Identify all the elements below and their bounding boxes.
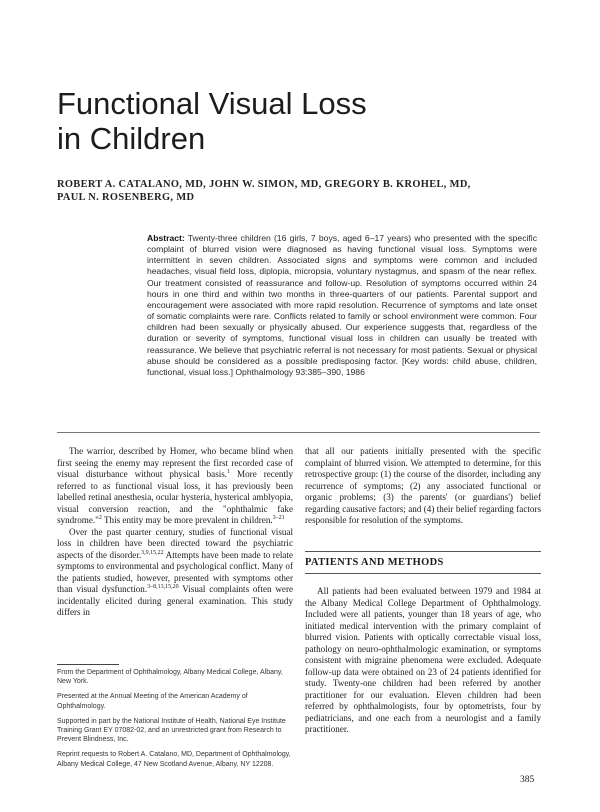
footnote-support: Supported in part by the National Institute of Health, National Eye Institute Training Grant EY 07082-02, and an unrestricted grant from Research to Prevent Blindness, Inc. — [57, 717, 286, 744]
abstract — [147, 233, 537, 378]
title-line-1: Functional Visual Loss — [57, 86, 367, 121]
citation: 3–21 — [272, 514, 285, 521]
citation: 3–8,13,15,20 — [147, 583, 179, 590]
intro-paragraph-1 — [57, 446, 293, 527]
intro-paragraph-continued: that all our patients initially presented with the specific complaint of blurred vision. We attempted to determine, for this retrospective group: (1) the course of the disorder, including any recurrence of symptoms; (2) any associated functional or organic problems; (3) the parents' (or guardians') belief regarding causative factors; and (4) their belief regarding factors responsible for resolution of the symptoms. — [305, 446, 541, 525]
citation: 2 — [98, 514, 102, 521]
intro-text: Visual complaints often were incidentally elicited during general examination. This study differs in — [57, 584, 294, 617]
title-line-2: in Children — [57, 121, 206, 156]
author-list — [57, 178, 547, 204]
page-number: 385 — [520, 775, 535, 785]
abstract-text: Twenty-three children (16 girls, 7 boys, aged 6–17 years) who presented with the specific complaint of blurred vision were diagnosed as having functional visual loss. Symptoms were intermittent in seven children. Associated signs and symptoms were common and included headaches, visual field loss, diplopia, micropsia, voluntary nystagmus, and spasm of the near reflex. Our treatment consisted of reassurance and follow-up. Resolution of symptoms occurred within 24 hours in one third and within two months in three-quarters of our patients. Parental support and encouragement were associated with more rapid resolution. Recurrence of symptoms and late onset of somatic complaints were rare. Conflicts related to family or school environment were common. Four children had been sexually or physically abused. Our experience suggests that, regardless of the duration or severity of symptoms, functional visual loss in children can usually be treated with reassurance. We believe that psychiatric referral is not necessary for most patients. Sexual or physical abuse should be considered as a possible predisposing factor. [Key words: child abuse, children, functional, visual loss.] Ophthalmology 93:385–390, 1986 — [147, 233, 537, 377]
intro-text: Over the past quarter century, studies of functional visual loss in children have been directed toward the psychiatric aspects of the disorder. — [57, 526, 293, 560]
abstract-label: Abstract: — [147, 233, 185, 243]
authors-line-1: ROBERT A. CATALANO, MD, JOHN W. SIMON, MD, GREGORY B. KROHEL, MD, — [57, 179, 471, 190]
intro-text: More recently referred to as functional visual loss, it has previously been labelled retinal anesthesia, ocular hysteria, hysterical amblyopia, visual conversion reaction, and the "ophthalmic fake syndrome." — [57, 469, 293, 525]
methods-paragraph-1: All patients had been evaluated between 1979 and 1984 at the Albany Medical College Department of Ophthalmology. Included were all patients, younger than 18 years of age, who initiated medical intervention with the primary complaint of blurred vision. Patients with optically correctable visual loss, pathology on neuro-ophthalmologic examination, or symptoms consistent with migraine phenomena were excluded. Adequate follow-up data were obtained on 23 of 24 patients identified for study. Twenty-one children had been referred by another practitioner for our evaluation. Eleven children had been referred by ophthalmologists, four by optometrists, four by pediatricians, and one each from a neurologist and a family practitioner. — [305, 586, 541, 734]
intro-text: The warrior, described by Homer, who became blind when first seeing the enemy may represent the first recorded case of visual disturbance without physical basis. — [57, 446, 293, 479]
article-title — [57, 86, 537, 156]
intro-paragraph-2 — [57, 527, 293, 619]
intro-text: This entity may be more prevalent in children. — [101, 515, 273, 525]
section-rule-top — [305, 551, 541, 552]
footnote-presented: Presented at the Annual Meeting of the American Academy of Ophthalmology. — [57, 693, 248, 710]
citation: 3,9,15,22 — [141, 549, 164, 556]
footnote-rule — [57, 664, 119, 665]
footnote-reprints: Reprint requests to Robert A. Catalano, MD, Department of Ophthalmology, Albany Medical College, 47 New Scotland Avenue, Albany, NY 12208. — [57, 751, 291, 768]
right-column — [305, 446, 541, 527]
abstract-divider — [57, 432, 540, 433]
footnotes — [57, 668, 293, 775]
section-heading: PATIENTS AND METHODS — [305, 557, 444, 568]
section-rule-bottom — [305, 573, 541, 574]
intro-text: Attempts have been made to relate symptoms to environmental and psychological conflict. Many of the patients studied, however, presented with symptoms other than visual dysfunction. — [57, 549, 293, 594]
citation: 1 — [227, 468, 231, 475]
left-column — [57, 446, 293, 619]
footnote-affiliation: From the Department of Ophthalmology, Albany Medical College, Albany, New York. — [57, 669, 283, 686]
authors-line-2: PAUL N. ROSENBERG, MD — [57, 192, 195, 203]
methods-section — [305, 586, 541, 736]
